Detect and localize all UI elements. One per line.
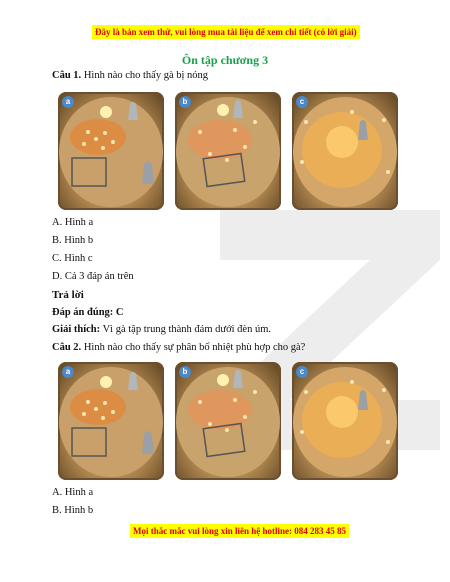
section-title: Ôn tập chương 3 (181, 53, 269, 67)
question-2-option-a[interactable]: A. Hình a (52, 487, 94, 498)
image-tag: c (296, 96, 308, 108)
answer-heading: Trả lời (52, 289, 84, 301)
question-1-option-b[interactable]: B. Hình b (52, 235, 94, 246)
brooder-photo-heat-clustered-icon (58, 362, 164, 480)
brooder-photo-b (175, 92, 281, 210)
explanation-text: Vì gà tập trung thành đám dưới đèn úm. (102, 324, 271, 335)
question-1 (52, 70, 208, 81)
brooder-photo-a (58, 92, 164, 210)
brooder-photo-a (58, 362, 164, 480)
hotline-footer: Mọi thắc mắc vui lòng xin liên hệ hotline: 084 283 45 85 (130, 524, 349, 538)
image-tag: b (179, 96, 191, 108)
image-tag: c (296, 366, 308, 378)
question-1-label: Câu 1. (52, 70, 82, 81)
explanation-label: Giải thích: (52, 324, 101, 335)
brooder-photo-heat-clustered-icon (58, 92, 164, 210)
brooder-photo-cold-spread-icon (175, 362, 281, 480)
explanation (52, 324, 271, 335)
question-2 (52, 342, 305, 353)
question-1-text: Hình nào cho thấy gà bị nóng (83, 70, 209, 81)
brooder-photo-hot-edges-icon (292, 362, 398, 480)
question-1-option-c[interactable]: C. Hình c (52, 253, 93, 264)
correct-answer: Đáp án đúng: C (52, 307, 124, 318)
preview-banner: Đây là bản xem thử, vui lòng mua tài liệu để xem chi tiết (có lời giải) (92, 25, 360, 39)
question-1-images (58, 92, 398, 210)
question-2-images (58, 362, 398, 480)
question-2-text: Hình nào cho thấy sự phân bố nhiệt phù hợp cho gà? (83, 342, 306, 353)
brooder-photo-c (292, 92, 398, 210)
question-1-option-d[interactable]: D. Cả 3 đáp án trên (52, 271, 134, 282)
brooder-photo-cold-spread-icon (175, 92, 281, 210)
brooder-photo-c (292, 362, 398, 480)
question-2-label: Câu 2. (52, 342, 82, 353)
image-tag: b (179, 366, 191, 378)
image-tag: a (62, 96, 74, 108)
image-tag: a (62, 366, 74, 378)
brooder-photo-hot-edges-icon (292, 92, 398, 210)
brooder-photo-b (175, 362, 281, 480)
question-1-option-a[interactable]: A. Hình a (52, 217, 94, 228)
question-2-option-b[interactable]: B. Hình b (52, 505, 94, 516)
